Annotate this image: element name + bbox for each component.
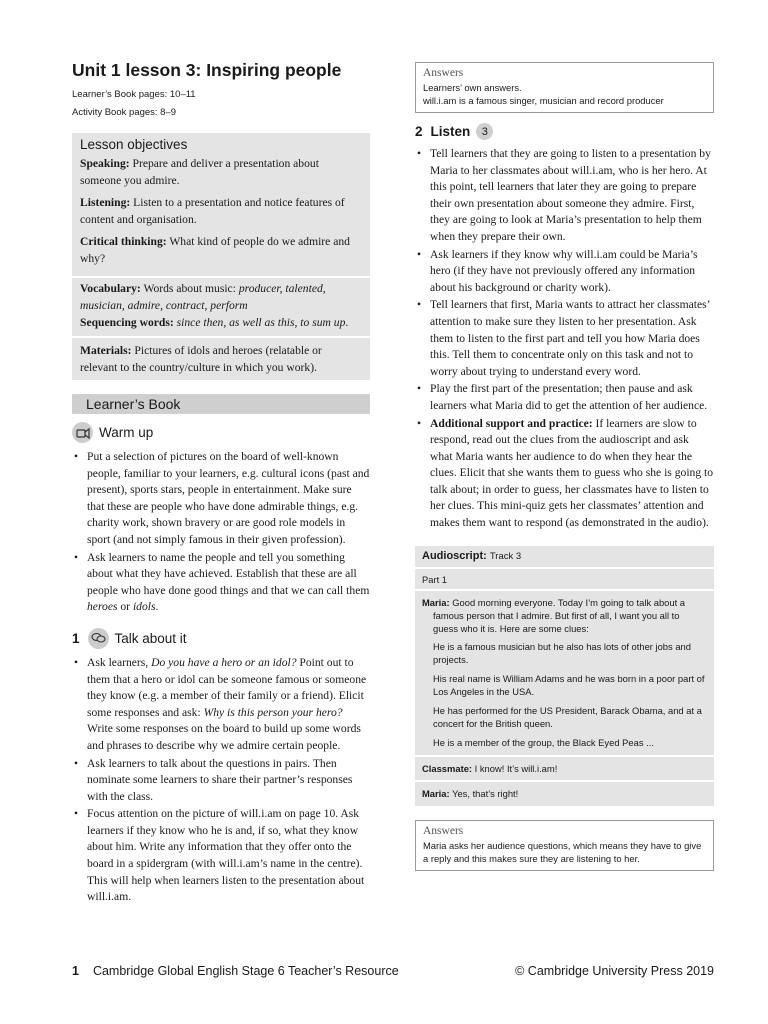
list-item: • Put a selection of pictures on the board of well-known people, familiar to your learners, e.g. cultural icons (past and present), sports stars, people in entertainment. Make sure that these are people who have done admirable things, e.g. charity work, shown bravery or are good role models in sport (and not simply famous in their given profession). [72,449,370,549]
sequencing-line: Sequencing words: since then, as well as this, to sum up. [80,316,349,329]
list-item: • Ask learners, Do you have a hero or an idol? Point out to them that a hero or idol can be someone famous or someone they know (e.g. a member of their family or a friend). Elicit some responses and ask: Why is this person your hero? Write some responses on the board to build up some words and phrases to describe why we admire certain people. [72,655,370,755]
list-item: • Ask learners to name the people and tell you something about what they have achieved. Establish that these are all people who have done good things and that we can call them heroes or idols. [72,550,370,616]
objective-critical-thinking: Critical thinking: What kind of people do we admire and why? [80,235,350,265]
audioscript-part: Part 1 [422,573,448,585]
answers-title: Answers [423,67,464,79]
audioscript-title: Audioscript: Track 3 [422,549,522,562]
clue: He is a famous musician but he also has lots of other jobs and projects. [433,640,691,665]
divider [415,780,714,782]
warm-up-icon [72,422,93,443]
speech-bubbles-icon [88,628,109,649]
vocabulary-line: Vocabulary: Words about music: producer, talented, musician, admire, contract, perform [80,282,326,312]
lesson-objectives-heading: Lesson objectives [80,137,188,152]
book-title: Cambridge Global English Stage 6 Teacher’s Resource [92,964,399,978]
warm-up-heading: Warm up [72,422,370,443]
classmate-line: Classmate: I know! It’s will.i.am! [422,762,558,774]
listen-list [415,146,714,532]
maria-reply-line: Maria: Yes, that’s right! [422,787,519,799]
page-footer [72,964,714,978]
clue: He has performed for the US President, Barack Obama, and at a concert for the British queen. [433,704,702,729]
right-column [415,62,714,871]
divider [415,755,714,757]
warm-up-list [72,449,370,616]
list-item: • Additional support and practice: If learners are slow to respond, read out the clues from the audioscript and ask what Maria wants her audience to do when they hear the clues. Elicit that she wants them to guess who she is going to talk about; in order to guess, her classmates have to listen to her clues. This mini-quiz gets her classmates’ attention and makes them want to respond (as demonstrated in the audio). [415,416,714,532]
page-title: Unit 1 lesson 3: Inspiring people [72,60,342,80]
left-column [72,60,370,907]
track-badge: 3 [476,123,493,140]
learners-book-bar: Learner’s Book [72,394,370,414]
materials-line: Materials: Pictures of idols and heroes (relatable or relevant to the country/culture in which you work). [80,344,322,374]
divider [415,589,714,591]
answers-box-1: Answers Learners’ own answers. will.i.am is a famous singer, musician and record producer [415,62,714,113]
talk-about-it-list [72,655,370,906]
materials-box [72,338,370,380]
page-number: 1 [72,964,79,978]
clue: His real name is William Adams and he was born in a poor part of Los Angeles in the USA. [433,672,705,697]
objective-listening: Listening: Listen to a presentation and notice features of content and organisation. [80,196,345,226]
copyright: © Cambridge University Press 2019 [515,964,714,978]
audioscript-box [415,546,714,806]
list-item: • Play the first part of the presentation; then pause and ask learners what Maria did to get the attention of her audience. [415,381,714,414]
activity-book-pages: Activity Book pages: 8–9 [72,107,177,118]
learners-book-pages: Learner’s Book pages: 10–11 [72,89,196,100]
objective-speaking: Speaking: Prepare and deliver a presentation about someone you admire. [80,157,319,187]
vocabulary-box [72,278,370,336]
listen-heading: 2 Listen 3 [415,123,714,140]
list-item: • Ask learners to talk about the questions in pairs. Then nominate some learners to share their partner’s responses with the class. [72,756,370,806]
maria-line: Maria: Good morning everyone. Today I’m going to talk about a famous person that I admire. But first of all, I want you all to guess who it is. Here are some clues: [422,596,686,634]
list-item: • Tell learners that first, Maria wants to attract her classmates’ attention to make sure they listen to her presentation. Ask them to listen to the first part and tell you how Maria does this. Tell them to concentrate only on this task and not to worry about trying to understand every word. [415,297,714,380]
list-item: • Tell learners that they are going to listen to a presentation by Maria to her classmates about will.i.am, who is her hero. At this point, tell learners that later they are going to prepare their own presentation about someone they admire. First, they are going to look at Maria’s presentation to help them when they prepare their own. [415,146,714,246]
lesson-objectives-box [72,133,370,276]
divider [415,567,714,569]
list-item: • Ask learners if they know why will.i.am could be Maria’s hero (if they have not previously offered any information about his background or charity work). [415,247,714,297]
list-item: • Focus attention on the picture of will.i.am on page 10. Ask learners if they know who he is and, if so, what they know about him. Write any information that they offer onto the board in a spidergram (with will.i.am’s name in the centre). This will help when learners listen to the presentation about will.i.am. [72,806,370,906]
answers-title: Answers [423,824,464,837]
answers-box-2: Answers Maria asks her audience questions, which means they have to give a reply and this makes sure they are listening to her. [415,820,714,871]
clue: He is a member of the group, the Black Eyed Peas ... [433,736,654,748]
talk-about-it-heading: 1 Talk about it [72,628,370,649]
